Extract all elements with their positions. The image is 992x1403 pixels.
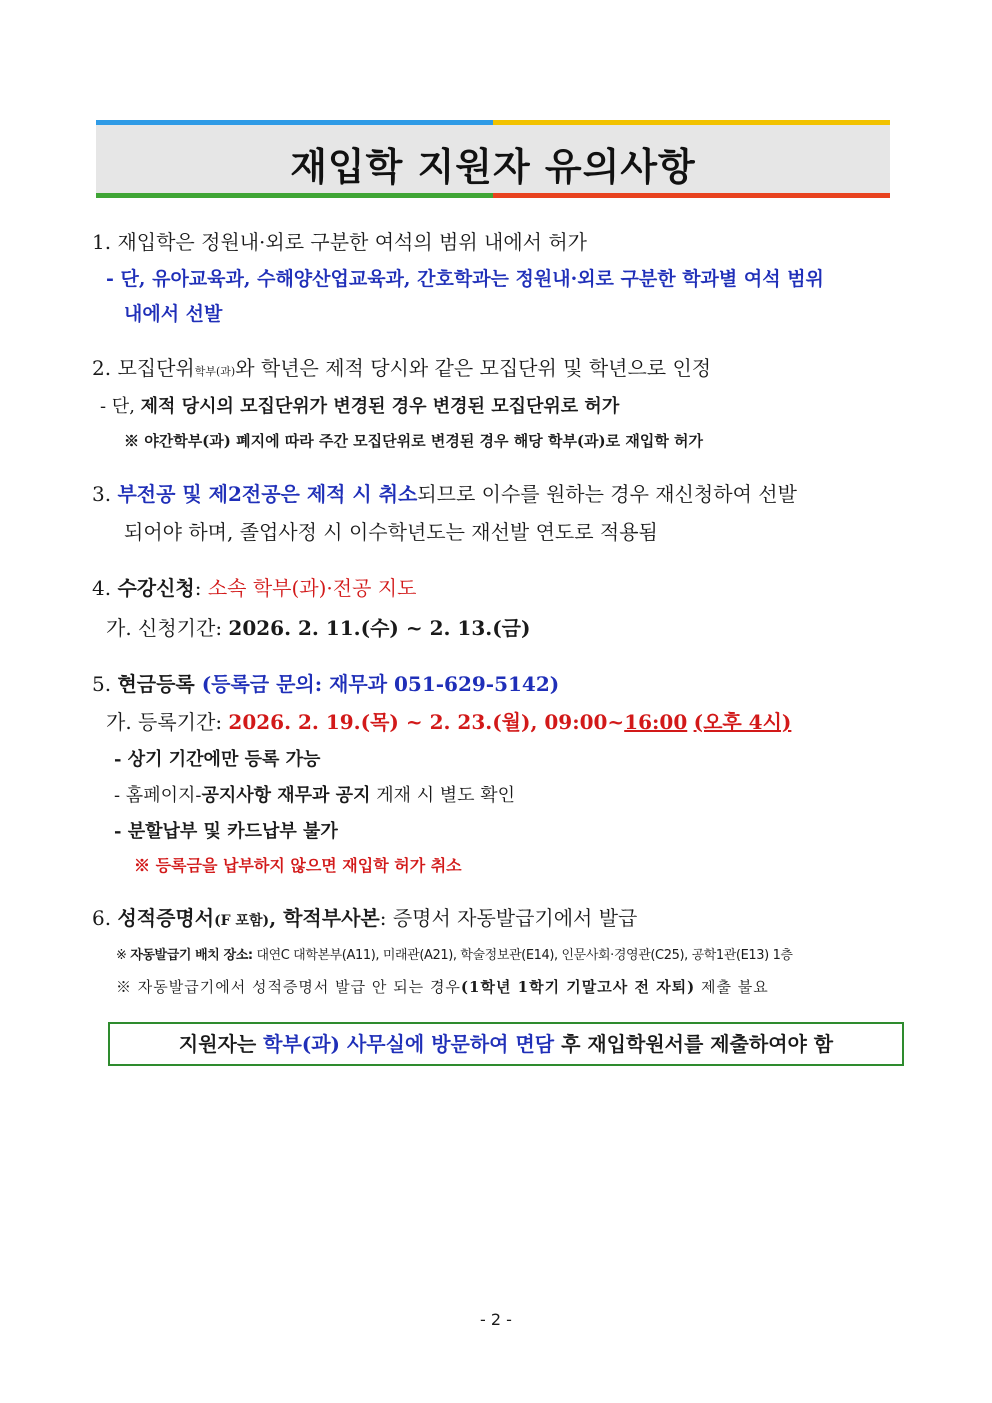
s5-bold: 현금등록 <box>117 672 195 696</box>
s5-red-u1: 16:00 <box>624 710 688 734</box>
s2-dash: - 단, <box>100 396 141 417</box>
s3-line2: 되어야 하며, 졸업사정 시 이수학년도는 재선발 연도로 적용됨 <box>124 520 658 544</box>
s3-line1 <box>92 478 797 507</box>
s6-n1-rest: 대연C 대학본부(A11), 미래관(A21), 학술정보관(E14), 인문사회·경영관(C25), 공학1관(E13) 1층 <box>252 948 793 963</box>
page-number: - 2 - <box>480 1310 512 1329</box>
s6-line1 <box>92 902 637 931</box>
s1-line1: 1. 재입학은 정원내·외로 구분한 여석의 범위 내에서 허가 <box>92 230 587 254</box>
title-top-bar <box>96 120 890 125</box>
s6-n2-a: ※ 자동발급기에서 성적증명서 발급 안 되는 경우 <box>116 978 461 996</box>
s2-line1 <box>92 352 711 381</box>
s4-colon: : <box>194 576 208 600</box>
s4-bold: 수강신청 <box>117 576 195 600</box>
s5-red-u2: (오후 4시) <box>693 710 792 734</box>
s5-b2-a: - 홈페이지- <box>114 785 202 806</box>
s2-text-b: 와 학년은 제적 당시와 같은 모집단위 및 학년으로 인정 <box>235 356 712 380</box>
s5-warning: ※ 등록금을 납부하지 않으면 재입학 허가 취소 <box>134 856 462 875</box>
s6-note1 <box>116 944 793 963</box>
s6-n1-bold: 자동발급기 배치 장소: <box>130 948 253 963</box>
s5-b2-b: 게재 시 별도 확인 <box>370 785 516 806</box>
s2-line2 <box>100 392 619 418</box>
s6-n2-b: 제출 불요 <box>695 978 769 996</box>
s4-num: 4. <box>92 576 118 600</box>
s6-rest: : 증명서 자동발급기에서 발급 <box>379 906 638 930</box>
s5-b2-bold: 공지사항 재무과 공지 <box>201 785 371 806</box>
s6-n1-mark: ※ <box>116 948 131 963</box>
s2-bold: 제적 당시의 모집단위가 변경된 경우 변경된 모집단위로 허가 <box>140 396 620 417</box>
s4-value: 2026. 2. 11.(수) ~ 2. 13.(금) <box>228 616 531 640</box>
notice-b: 후 재입학원서를 제출하여야 함 <box>554 1032 834 1056</box>
s5-bullet3: - 분할납부 및 카드납부 불가 <box>114 821 338 842</box>
s5-line1 <box>92 668 559 697</box>
notice-a: 지원자는 <box>178 1032 264 1056</box>
notice-box <box>108 1022 904 1066</box>
s4-line1 <box>92 572 416 601</box>
s6-bold2: , 학적부사본 <box>269 906 380 930</box>
s1-line3: 내에서 선발 <box>124 303 223 325</box>
s3-num: 3. <box>92 482 118 506</box>
s2-note: ※ 야간학부(과) 폐지에 따라 주간 모집단위로 변경된 경우 해당 학부(과)로 재입학 허가 <box>124 432 704 450</box>
title-banner <box>96 120 890 198</box>
s6-num: 6. <box>92 906 118 930</box>
s2-text-a: 2. 모집단위 <box>92 356 195 380</box>
s5-bullet1: - 상기 기간에만 등록 가능 <box>114 749 321 770</box>
s2-subscript: 학부(과) <box>194 365 236 378</box>
s6-n2-bold: (1학년 1학기 기말고사 전 자퇴) <box>460 978 696 996</box>
s4-label: 가. 신청기간: <box>106 616 229 640</box>
title-bottom-bar <box>96 193 890 198</box>
s5-red1: 2026. 2. 19.(목) ~ 2. 23.(월), 09:00~ <box>228 710 625 734</box>
s5-num: 5. <box>92 672 118 696</box>
notice-blue: 학부(과) 사무실에 방문하여 면담 <box>263 1032 555 1056</box>
page-title: 재입학 지원자 유의사항 <box>290 145 696 189</box>
s5-blue: (등록금 문의: 재무과 051-629-5142) <box>194 672 560 696</box>
s4-red: 소속 학부(과)·전공 지도 <box>207 576 417 600</box>
s5-line2 <box>106 706 791 735</box>
s3-blue: 부전공 및 제2전공은 제적 시 취소 <box>117 482 418 506</box>
s6-note2 <box>116 976 769 997</box>
s1-line2: - 단, 유아교육과, 수해양산업교육과, 간호학과는 정원내·외로 구분한 학과별 여석 범위 <box>106 268 824 290</box>
s6-small: (F 포함) <box>214 913 270 929</box>
s5-label: 가. 등록기간: <box>106 710 229 734</box>
s4-line2 <box>106 612 530 641</box>
s6-bold1: 성적증명서 <box>117 906 215 930</box>
s5-bullet2 <box>114 781 515 807</box>
s3-rest: 되므로 이수를 원하는 경우 재신청하여 선발 <box>417 482 797 506</box>
